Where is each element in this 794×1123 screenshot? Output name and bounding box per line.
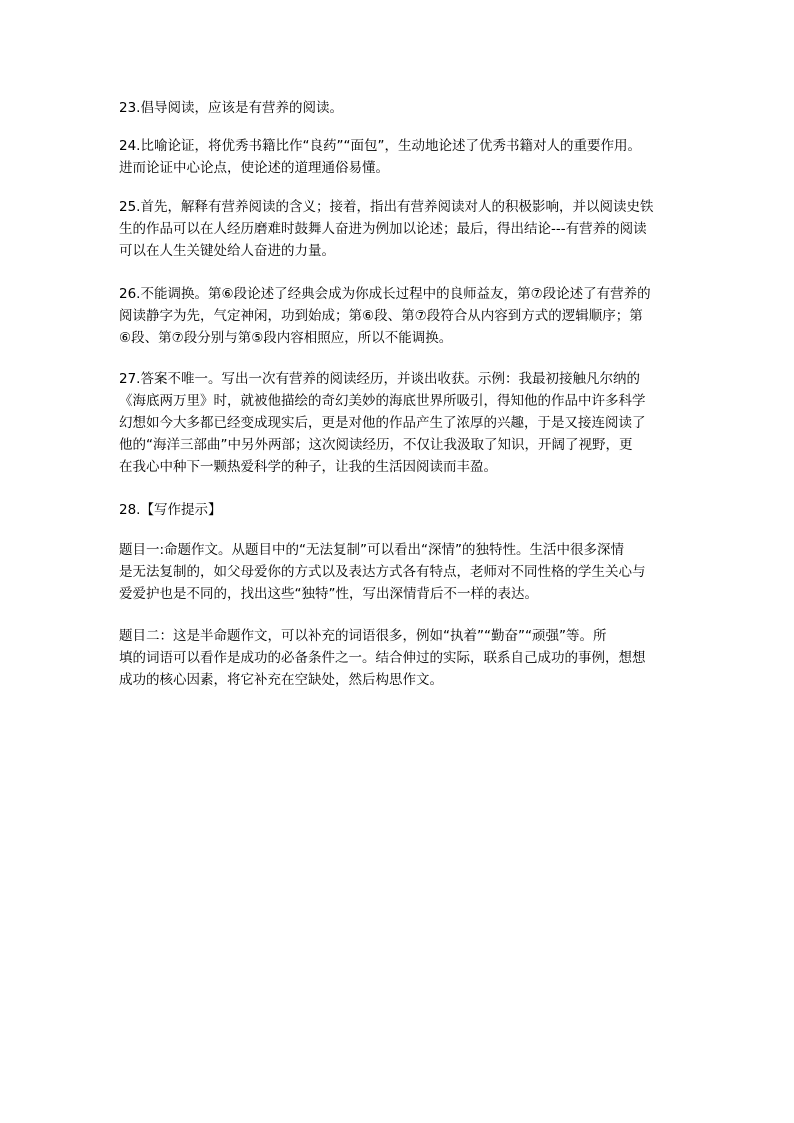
text-line: 25.首先，解释有营养阅读的含义；接着，指出有营养阅读对人的积极影响，并以阅读史铁	[119, 199, 654, 215]
answer-25	[119, 196, 687, 262]
answer-26	[119, 283, 687, 349]
answer-27	[119, 368, 687, 478]
text-line: 爱爱护也是不同的，找出这些“独特”性，写出深情背后不一样的表达。	[119, 586, 538, 602]
answer-23	[119, 97, 687, 119]
text-line: 28.【写作提示】	[119, 502, 222, 518]
text-line: 《海底两万里》时，就被他描绘的奇幻美妙的海底世界所吸引，得知他的作品中许多科学	[119, 393, 646, 409]
writing-tip-topic-one	[119, 539, 687, 605]
text-line: 题目二：这是半命题作文，可以补充的词语很多，例如“执着”“勤奋”“顽强”等。所	[119, 628, 607, 644]
text-line: 幻想如今大多都已经变成现实后，更是对他的作品产生了浓厚的兴趣，于是又接连阅读了	[119, 415, 646, 431]
text-line: 阅读静字为先，气定神闲，功到始成；第⑥段、第⑦段符合从内容到方式的逻辑顺序；第	[119, 308, 643, 324]
text-line: 题目一:命题作文。从题目中的“无法复制”可以看出“深情”的独特性。生活中很多深情	[119, 542, 625, 558]
text-line: 在我心中种下一颗热爱科学的种子，让我的生活因阅读而丰盈。	[119, 459, 497, 475]
text-line: 23.倡导阅读，应该是有营养的阅读。	[119, 100, 343, 116]
text-line: 24.比喻论证，将优秀书籍比作“良药”“面包”，生动地论述了优秀书籍对人的重要作用。	[119, 138, 641, 154]
text-line: 是无法复制的，如父母爱你的方式以及表达方式各有特点，老师对不同性格的学生关心与	[119, 564, 646, 580]
text-line: 27.答案不唯一。写出一次有营养的阅读经历，并谈出收获。示例：我最初接触凡尔纳的	[119, 371, 640, 387]
text-line: ⑥段、第⑦段分别与第⑤段内容相照应，所以不能调换。	[119, 330, 453, 346]
text-line: 填的词语可以看作是成功的必备条件之一。结合伸过的实际，联系自己成功的事例，想想	[119, 650, 646, 666]
text-line: 生的作品可以在人经历磨难时鼓舞人奋进为例加以论述；最后，得出结论---有营养的阅读	[119, 221, 647, 237]
text-line: 他的“海洋三部曲”中另外两部；这次阅读经历，不仅让我汲取了知识，开阔了视野，更	[119, 437, 633, 453]
answer-28-heading	[119, 499, 687, 521]
writing-tip-topic-two	[119, 625, 687, 691]
text-line: 可以在人生关键处给人奋进的力量。	[119, 243, 335, 259]
text-line: 进而论证中心论点，使论述的道理通俗易懂。	[119, 160, 389, 176]
text-line: 26.不能调换。第⑥段论述了经典会成为你成长过程中的良师益友，第⑦段论述了有营养的	[119, 286, 651, 302]
answer-24	[119, 135, 687, 179]
text-line: 成功的核心因素，将它补充在空缺处，然后构思作文。	[119, 672, 443, 688]
